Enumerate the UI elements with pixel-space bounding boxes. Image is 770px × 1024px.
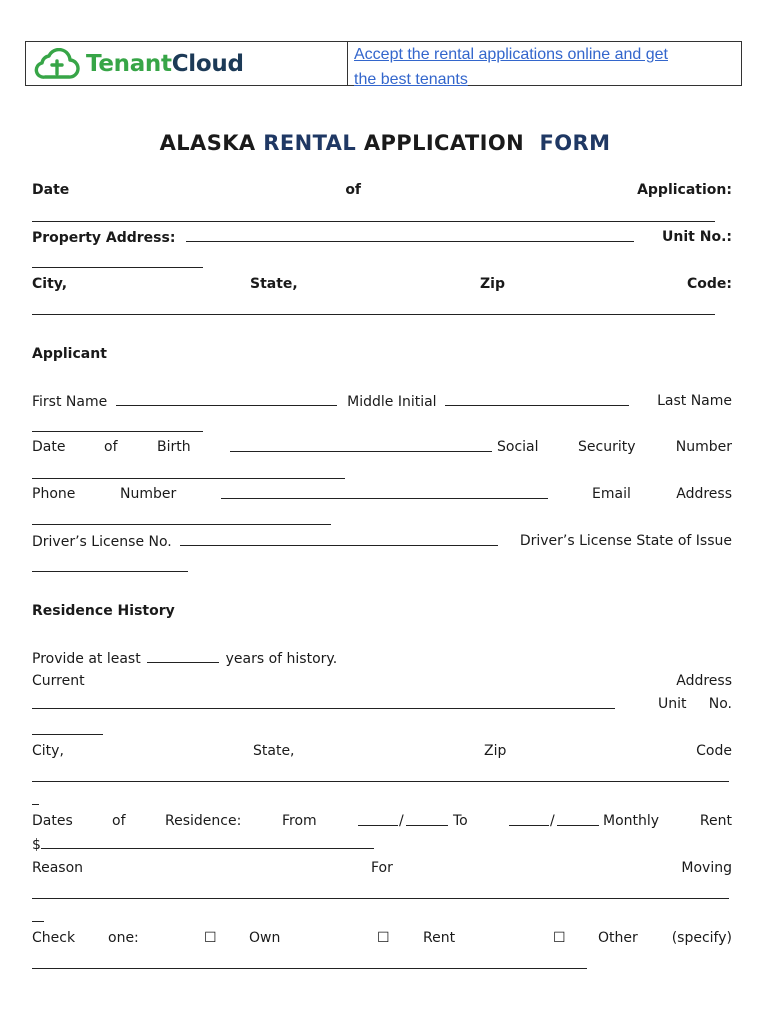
promo-link-cell <box>348 42 741 88</box>
logo-text: TenantCloud <box>86 50 244 77</box>
years-of-history-row: Provide at least years of history. <box>32 651 338 667</box>
logo <box>26 42 348 85</box>
other-checkbox[interactable]: ☐ <box>553 930 566 946</box>
to-month-field[interactable] <box>509 813 549 826</box>
unit-no-field[interactable] <box>32 267 203 268</box>
cloud-logo-icon <box>34 48 80 80</box>
promo-link[interactable]: Accept the rental applications online and get the best tenants <box>354 46 668 88</box>
property-address-row: Property Address: Unit No.: <box>32 229 732 246</box>
line-overflow <box>32 921 44 922</box>
city-state-zip-field[interactable] <box>32 314 715 315</box>
header-table <box>25 41 742 86</box>
ssn-field[interactable] <box>32 478 345 479</box>
monthly-rent-row: $ <box>32 836 732 853</box>
years-of-history-field[interactable] <box>147 650 219 663</box>
from-year-field[interactable] <box>406 813 448 826</box>
name-row: First Name Middle Initial Last Name <box>32 393 732 410</box>
from-month-field[interactable] <box>358 813 398 826</box>
license-number-field[interactable] <box>180 533 498 546</box>
rent-checkbox[interactable]: ☐ <box>377 930 390 946</box>
email-address-field[interactable] <box>32 524 331 525</box>
last-name-field[interactable] <box>32 431 203 432</box>
residence-city-state-zip-field[interactable] <box>32 781 729 782</box>
residence-history-heading: Residence History <box>32 603 175 619</box>
license-state-field[interactable] <box>32 571 188 572</box>
middle-initial-field[interactable] <box>445 393 629 406</box>
first-name-field[interactable] <box>116 393 337 406</box>
phone-number-field[interactable] <box>221 486 548 499</box>
current-address-field[interactable] <box>32 696 615 709</box>
reason-for-moving-field[interactable] <box>32 898 729 899</box>
property-address-field[interactable] <box>186 229 634 242</box>
date-of-application-field[interactable] <box>32 221 715 222</box>
own-checkbox[interactable]: ☐ <box>204 930 217 946</box>
date-of-birth-field[interactable] <box>230 439 492 452</box>
page-title: ALASKA RENTAL APPLICATION FORM <box>159 131 611 155</box>
date-of-application-label: Date of Application: <box>32 182 732 198</box>
monthly-rent-field[interactable] <box>41 836 374 849</box>
line-overflow <box>32 804 39 805</box>
applicant-heading: Applicant <box>32 346 107 362</box>
current-address-label: Current Address <box>32 673 732 689</box>
other-specify-field[interactable] <box>32 968 587 969</box>
current-unit-field[interactable] <box>32 734 103 735</box>
to-year-field[interactable] <box>557 813 599 826</box>
license-row: Driver’s License No. Driver’s License State of Issue <box>32 533 732 550</box>
